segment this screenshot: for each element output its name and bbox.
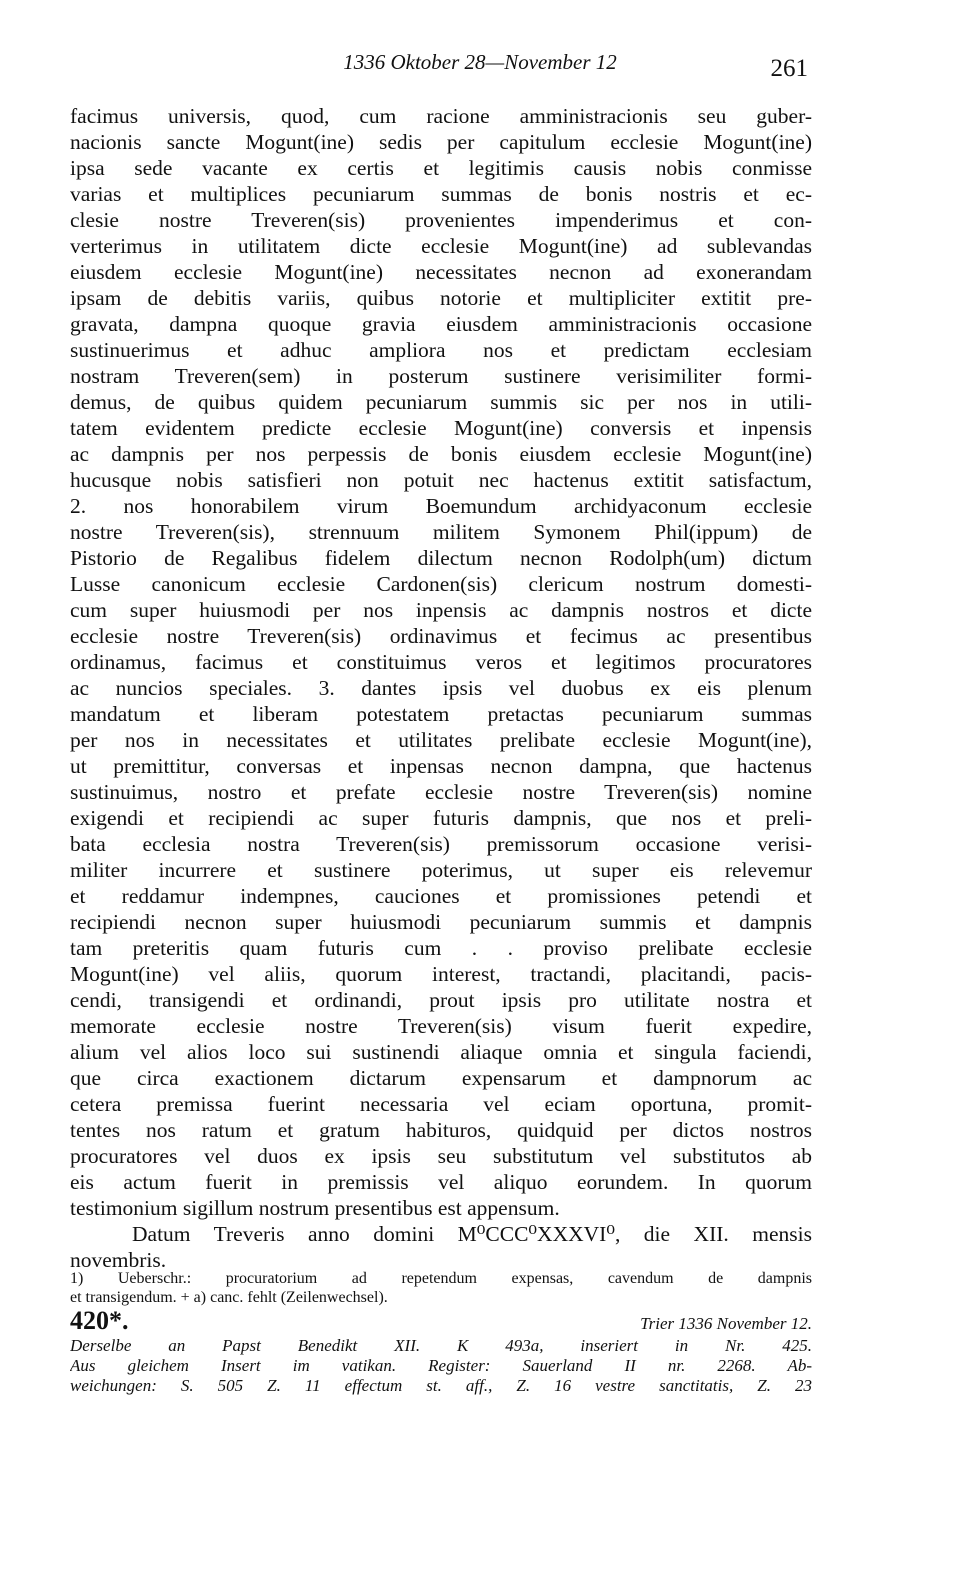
text-line: procuratores vel duos ex ipsis seu substitutum vel substitutos ab	[70, 1144, 812, 1168]
text-line: Pistorio de Regalibus fidelem dilectum necnon Rodolph(um) dictum	[70, 546, 812, 570]
text-line: clesie nostre Treveren(sis) provenientes impenderimus et con-	[70, 208, 812, 232]
entry-place-date: Trier 1336 November 12.	[640, 1314, 812, 1333]
footnote-line: et transigendum. + a) canc. fehlt (Zeilenwechsel).	[70, 1289, 388, 1306]
text-line: ac dampnis per nos perpessis de bonis eiusdem ecclesie Mogunt(ine)	[70, 442, 812, 466]
text-line: hucusque nobis satisfieri non potuit nec hactenus extitit satisfactum,	[70, 468, 812, 492]
footnote-line: 1) Ueberschr.: procuratorium ad repetendum expensas, cavendum de dampnis	[70, 1270, 812, 1287]
footnotes	[70, 1269, 812, 1307]
text-line: sustinuerimus et adhuc ampliora nos et predictam ecclesiam	[70, 338, 812, 362]
charter-text	[70, 103, 812, 1273]
text-line: ordinamus, facimus et constituimus veros et legitimos procuratores	[70, 650, 812, 674]
text-line: alium vel alios loco sui sustinendi aliaque omnia et singula faciendi,	[70, 1040, 812, 1064]
text-line: sustinuimus, nostro et prefate ecclesie nostre Treveren(sis) nomine	[70, 780, 812, 804]
text-line: 2. nos honorabilem virum Boemundum archidyaconum ecclesie	[70, 494, 812, 518]
text-line: novembris.	[70, 1248, 167, 1272]
text-line: tentes nos ratum et gratum habituros, quidquid per dictos nostros	[70, 1118, 812, 1142]
text-line: nostram Treveren(sem) in posterum sustinere verisimiliter formi-	[70, 364, 812, 388]
text-line: que circa exactionem dictarum expensarum et dampnorum ac	[70, 1066, 812, 1090]
text-line: exigendi et recipiendi ac super futuris dampnis, que nos et preli-	[70, 806, 812, 830]
text-line: tam preteritis quam futuris cum . . proviso prelibate ecclesie	[70, 936, 812, 960]
text-line: memorate ecclesie nostre Treveren(sis) visum fuerit expedire,	[70, 1014, 812, 1038]
entry-line: Derselbe an Papst Benedikt XII. K 493a, inseriert in Nr. 425.	[70, 1336, 812, 1355]
text-line: Lusse canonicum ecclesie Cardonen(sis) clericum nostrum domesti-	[70, 572, 812, 596]
text-line: ipsa sede vacante ex certis et legitimis causis nobis conmisse	[70, 156, 812, 180]
text-line: ipsam de debitis variis, quibus notorie et multipliciter extitit pre-	[70, 286, 812, 310]
text-line: Mogunt(ine) vel aliis, quorum interest, tractandi, placitandi, pacis-	[70, 962, 812, 986]
text-line: ecclesie nostre Treveren(sis) ordinavimus et fecimus ac presentibus	[70, 624, 812, 648]
text-line: per nos in necessitates et utilitates prelibate ecclesie Mogunt(ine),	[70, 728, 812, 752]
text-line: ac nuncios speciales. 3. dantes ipsis vel duobus ex eis plenum	[70, 676, 812, 700]
text-line: recipiendi necnon super huiusmodi pecuniarum summis et dampnis	[70, 910, 812, 934]
text-line: militer incurrere et sustinere poterimus, ut super eis relevemur	[70, 858, 812, 882]
text-line: cetera premissa fuerint necessaria vel eciam oportuna, promit-	[70, 1092, 812, 1116]
next-entry	[70, 1306, 812, 1396]
entry-number: 420*.	[70, 1306, 129, 1335]
text-line: varias et multiplices pecuniarum summas de bonis nostris et ec-	[70, 182, 812, 206]
text-line: gravata, dampna quoque gravia eiusdem amministracionis occasione	[70, 312, 812, 336]
text-line: eis actum fuerit in premissis vel aliquo eorundem. In quorum	[70, 1170, 812, 1194]
text-line: et reddamur indempnes, cauciones et promissiones petendi et	[70, 884, 812, 908]
text-line: testimonium sigillum nostrum presentibus est appensum.	[70, 1196, 560, 1220]
text-line: eiusdem ecclesie Mogunt(ine) necessitates necnon ad exonerandam	[70, 260, 812, 284]
text-line: bata ecclesia nostra Treveren(sis) premissorum occasione verisi-	[70, 832, 812, 856]
text-line: mandatum et liberam potestatem pretactas pecuniarum summas	[70, 702, 812, 726]
text-line: nacionis sancte Mogunt(ine) sedis per capitulum ecclesie Mogunt(ine)	[70, 130, 812, 154]
text-line: cum super huiusmodi per nos inpensis ac dampnis nostros et dicte	[70, 598, 812, 622]
text-line: cendi, transigendi et ordinandi, prout ipsis pro utilitate nostra et	[70, 988, 812, 1012]
text-line: ut premittitur, conversas et inpensas necnon dampna, que hactenus	[70, 754, 812, 778]
text-line: demus, de quibus quidem pecuniarum summis sic per nos in utili-	[70, 390, 812, 414]
entry-line: Aus gleichem Insert im vatikan. Register: Sauerland II nr. 2268. Ab-	[70, 1356, 812, 1375]
text-line: facimus universis, quod, cum racione amministracionis seu guber-	[70, 104, 812, 128]
page-number: 261	[770, 55, 808, 82]
entry-line: weichungen: S. 505 Z. 11 effectum st. aff., Z. 16 vestre sanctitatis, Z. 23	[70, 1376, 812, 1395]
entry-header	[70, 1306, 812, 1336]
text-line: verterimus in utilitatem dicte ecclesie Mogunt(ine) ad sublevandas	[70, 234, 812, 258]
dating-clause: Datum Treveris anno domini M⁰CCC⁰XXXVI⁰, die XII. mensis	[132, 1222, 812, 1246]
running-head: 1336 Oktober 28—November 12	[343, 50, 617, 74]
text-line: tatem evidentem predicte ecclesie Mogunt(ine) conversis et inpensis	[70, 416, 812, 440]
text-line: nostre Treveren(sis), strennuum militem Symonem Phil(ippum) de	[70, 520, 812, 544]
